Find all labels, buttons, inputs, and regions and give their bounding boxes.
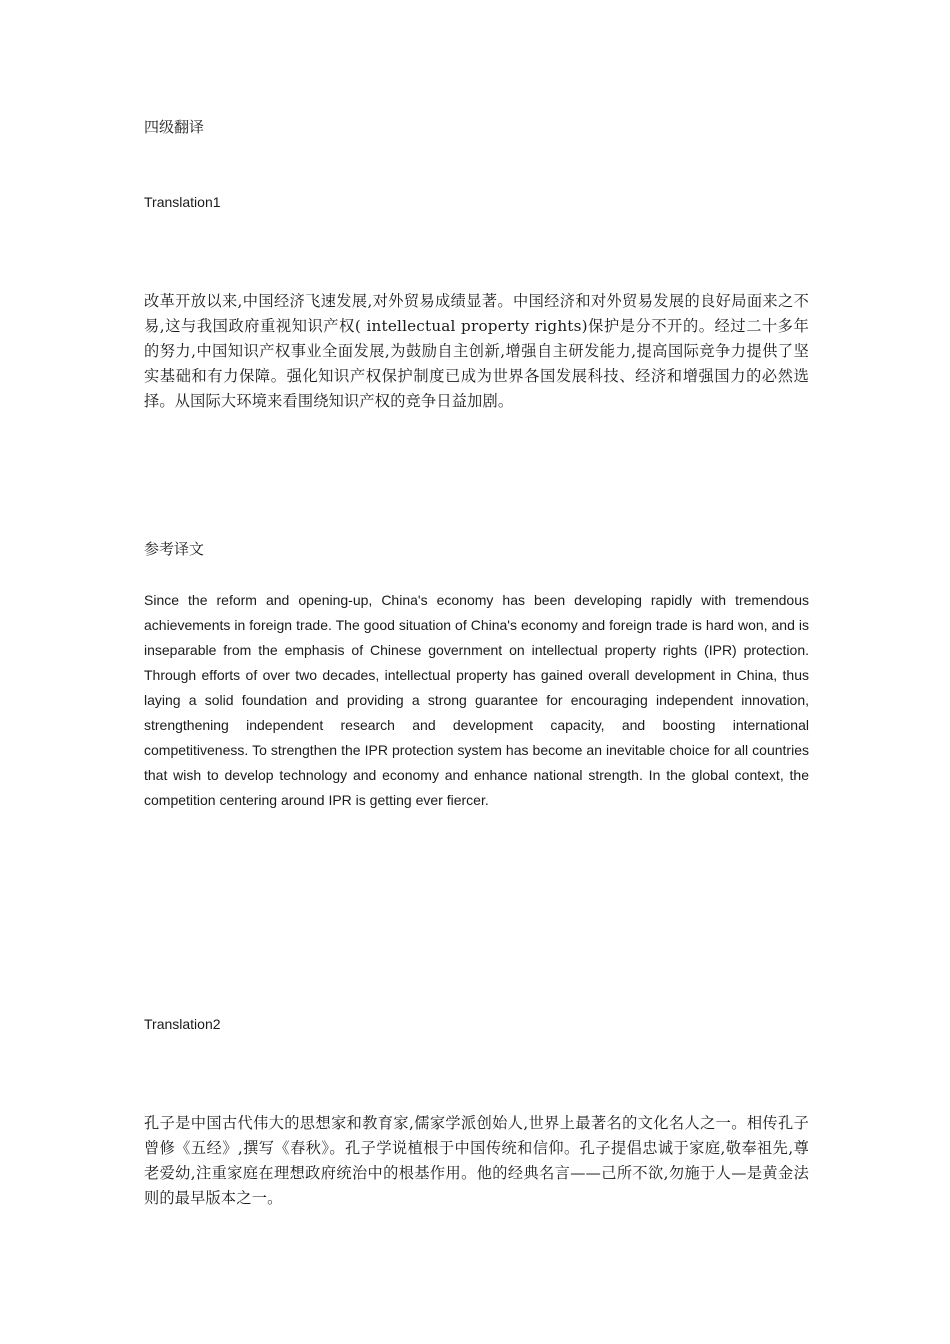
document-title: 四级翻译 <box>144 118 205 136</box>
translation2-source-paragraph: 孔子是中国古代伟大的思想家和教育家,儒家学派创始人,世界上最著名的文化名人之一。相传孔子曾修《五经》,撰写《春秋》。孔子学说植根于中国传统和信仰。孔子提倡忠诚于家庭,敬奉祖先,尊老爱幼,注重家庭在理想政府统治中的根基作用。他的经典名言——己所不欲,勿施于人—是黄金法则的最早版本之一。 <box>144 1114 809 1207</box>
reference-translation-paragraph: Since the reform and opening-up, China's economy has been developing rapidly with tremendous achievements in foreign trade. The good situation of China's economy and foreign trade is hard won, and is inseparable from the emphasis of Chinese government on intellectual property rights (IPR) protection. Through efforts of over two decades, intellectual property has gained overall development in China, thus laying a solid foundation and providing a strong guarantee for encouraging independent innovation, strengthening independent research and development capacity, and boosting international competitiveness. To strengthen the IPR protection system has become an inevitable choice for all countries that wish to develop technology and economy and enhance national strength. In the global context, the competition centering around IPR is getting ever fiercer. <box>144 592 809 808</box>
translation2-heading: Translation2 <box>144 1016 221 1032</box>
translation1-source-paragraph: 改革开放以来,中国经济飞速发展,对外贸易成绩显著。中国经济和对外贸易发展的良好局面来之不易,这与我国政府重视知识产权( intellectual property rights)保护是分不开的。经过二十多年的努力,中国知识产权事业全面发展,为鼓励自主创新,增强自主研发能力,提高国际竞争力提供了坚实基础和有力保障。强化知识产权保护制度已成为世界各国发展科技、经济和增强国力的必然选择。从国际大环境来看围绕知识产权的竞争日益加剧。 <box>144 292 809 410</box>
translation1-heading: Translation1 <box>144 194 221 210</box>
reference-translation-heading: 参考译文 <box>144 540 205 558</box>
